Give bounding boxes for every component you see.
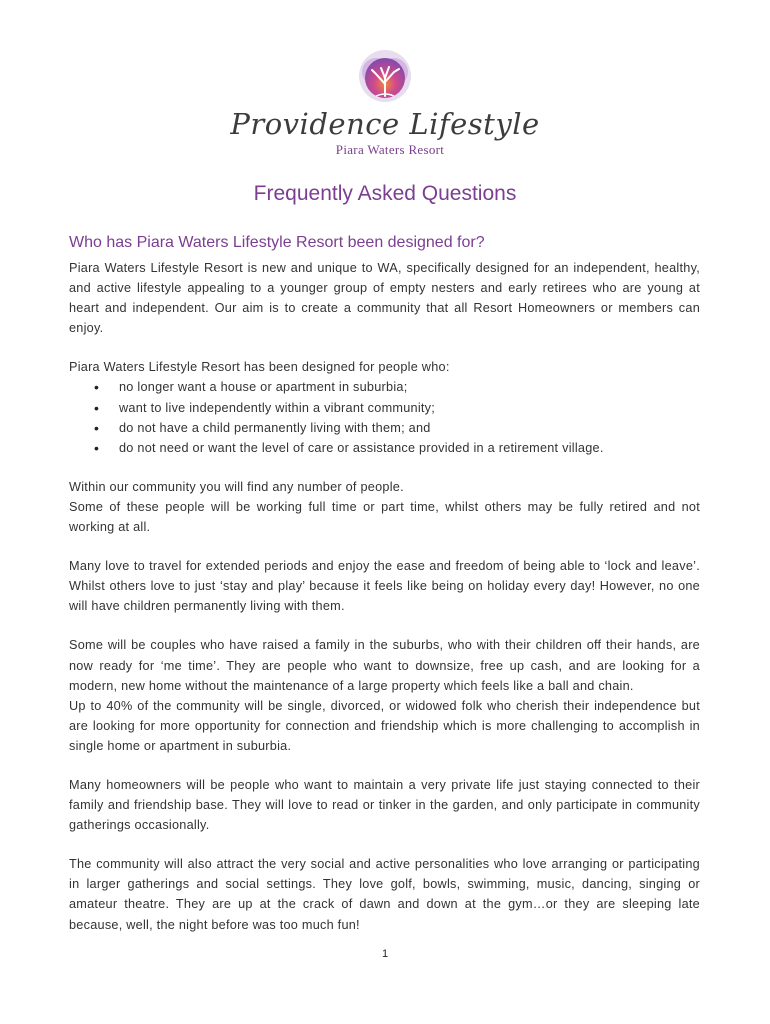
social-paragraph: The community will also attract the very social and active personalities who love arranging or participating in larger gatherings and social settings. They love golf, bowls, swimming, music, dancing, singing or amateur theatre. They are up at the crack of dawn and down at the gym…or they are sleeping late because, well, the night before was too much fun!	[69, 857, 700, 932]
travel-paragraph: Many love to travel for extended periods and enjoy the ease and freedom of being able to ‘lock and leave’. Whilst others love to just ‘stay and play’ because it feels like being on holiday every day! However, no one will have children permanently living with them.	[69, 559, 700, 614]
single-paragraph: Up to 40% of the community will be single, divorced, or widowed folk who cherish their independence but are looking for more opportunity for connection and friendship which is more challenging to accomplish in single home or apartment in suburbia.	[69, 698, 700, 753]
list-item: • no longer want a house or apartment in suburbia;	[94, 377, 700, 397]
criteria-list	[69, 377, 700, 457]
document-body	[69, 232, 700, 935]
community-paragraph-line1: Within our community you will find any number of people.	[69, 479, 404, 494]
community-paragraph-line2: Some of these people will be working full time or part time, whilst others may be fully retired and not working at all.	[69, 499, 700, 535]
brand-name: Providence Lifestyle	[230, 107, 540, 141]
list-item: • do not need or want the level of care or assistance provided in a retirement village.	[94, 438, 700, 458]
intro-paragraph: Piara Waters Lifestyle Resort is new and unique to WA, specifically designed for an independent, healthy, and active lifestyle appealing to a younger group of empty nesters and early retirees who are young at heart and independent. Our aim is to create a community that all Resort Homeowners or members can enjoy.	[69, 261, 700, 336]
brand-subtitle: Piara Waters Resort	[335, 142, 445, 157]
list-item: • want to live independently within a vibrant community;	[94, 398, 700, 418]
private-paragraph: Many homeowners will be people who want to maintain a very private life just staying connected to their family and friendship base. They will love to read or tinker in the garden, and only participate in community gatherings occasionally.	[69, 777, 700, 833]
brand-logo	[0, 48, 770, 158]
question-heading: Who has Piara Waters Lifestyle Resort been designed for?	[69, 234, 485, 251]
page-number: 1	[381, 948, 389, 960]
page-title: Frequently Asked Questions	[253, 182, 517, 205]
list-item: • do not have a child permanently living with them; and	[94, 418, 700, 438]
tree-in-circle-icon	[354, 48, 416, 104]
list-intro: Piara Waters Lifestyle Resort has been designed for people who:	[69, 360, 450, 375]
couples-paragraph: Some will be couples who have raised a family in the suburbs, who with their children off their hands, are now ready for ‘me time’. They are people who want to downsize, free up cash, and are looking for a modern, new home without the maintenance of a large property which feels like a ball and chain.	[69, 638, 700, 693]
